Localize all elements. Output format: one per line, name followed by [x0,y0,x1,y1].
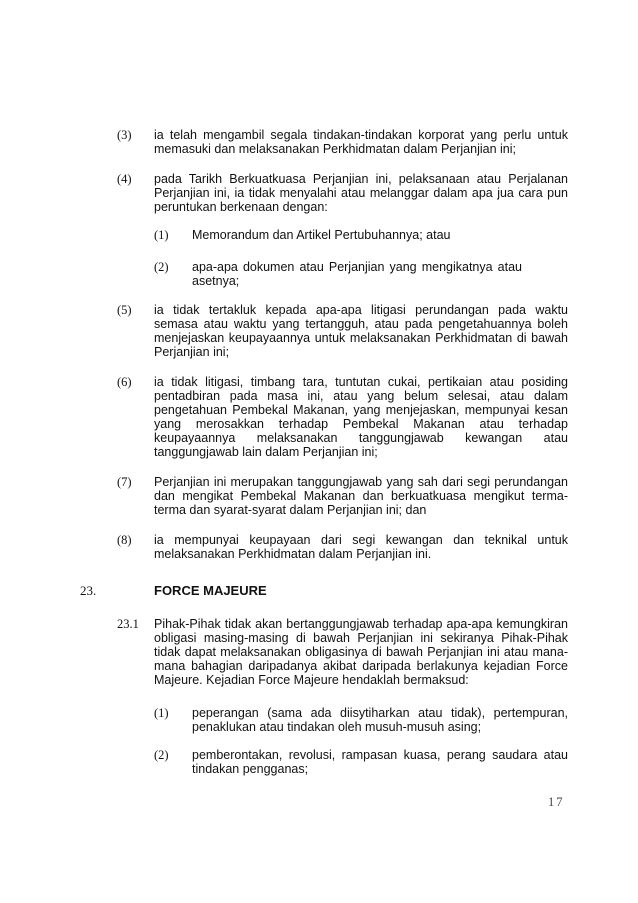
item-text: ia tidak litigasi, timbang tara, tuntutan cukai, pertikaian atau posiding pentadbiran pada masa ini, atau yang belum selesai, atau dalam pengetahuan Pembekal Makanan, yang menjejaskan, mempunyai kesan yang merosakkan terhadap Pembekal Makanan atau terhadap keupayaannya melaksanakan tanggungjawab kewangan atau tanggungjawab lain dalam Perjanjian ini; [154,375,568,459]
subitem-number: (1) [154,706,169,720]
item-number: (8) [117,533,132,547]
subitem-number: (1) [154,228,169,242]
item-text: ia telah mengambil segala tindakan-tindakan korporat yang perlu untuk memasuki dan melaksanakan Perkhidmatan dalam Perjanjian ini; [154,128,568,156]
subitem-text: Memorandum dan Artikel Pertubuhannya; atau [192,228,451,242]
subitem-number: (2) [154,748,169,762]
subitem-text: peperangan (sama ada diisytiharkan atau tidak), pertempuran, penaklukan atau tindakan oleh musuh-musuh asing; [192,706,568,734]
item-text: pada Tarikh Berkuatkuasa Perjanjian ini, pelaksanaan atau Perjalanan Perjanjian ini, ia tidak menyalahi atau melanggar dalam apa jua cara pun peruntukan berkenaan dengan: [154,172,568,214]
item-text: ia tidak tertakluk kepada apa-apa litigasi perundangan pada waktu semasa atau waktu yang tertangguh, atau pada pengetahuannya boleh menjejaskan keupayaannya untuk melaksanakan Perkhidmatan di bawah Perjanjian ini; [154,303,568,359]
section-number: 23. [80,583,97,598]
item-number: (7) [117,475,132,489]
item-number: (6) [117,375,132,389]
clause-number: 23.1 [117,617,139,631]
subitem-text: apa-apa dokumen atau Perjanjian yang mengikatnya atau asetnya; [192,260,522,288]
item-number: (3) [117,128,132,142]
section-title: FORCE MAJEURE [154,583,267,598]
subitem-text: pemberontakan, revolusi, rampasan kuasa, perang saudara atau tindakan pengganas; [192,748,568,776]
item-number: (4) [117,172,132,186]
item-text: Perjanjian ini merupakan tanggungjawab yang sah dari segi perundangan dan mengikat Pembekal Makanan dan berkuatkuasa mengikut terma-terma dan syarat-syarat dalam Perjanjian ini; dan [154,475,568,517]
item-number: (5) [117,303,132,317]
item-text: ia mempunyai keupayaan dari segi kewangan dan teknikal untuk melaksanakan Perkhidmatan dalam Perjanjian ini. [154,533,568,561]
page-number: 17 [548,795,565,809]
subitem-number: (2) [154,260,169,274]
clause-text: Pihak-Pihak tidak akan bertanggungjawab terhadap apa-apa kemungkiran obligasi masing-masing di bawah Perjanjian ini sekiranya Pihak-Pihak tidak dapat melaksanakan obligasinya di bawah Perjanjian ini atau mana-mana bahagian daripadanya akibat daripada berlakunya kejadian Force Majeure. Kejadian Force Majeure hendaklah bermaksud: [154,617,568,687]
